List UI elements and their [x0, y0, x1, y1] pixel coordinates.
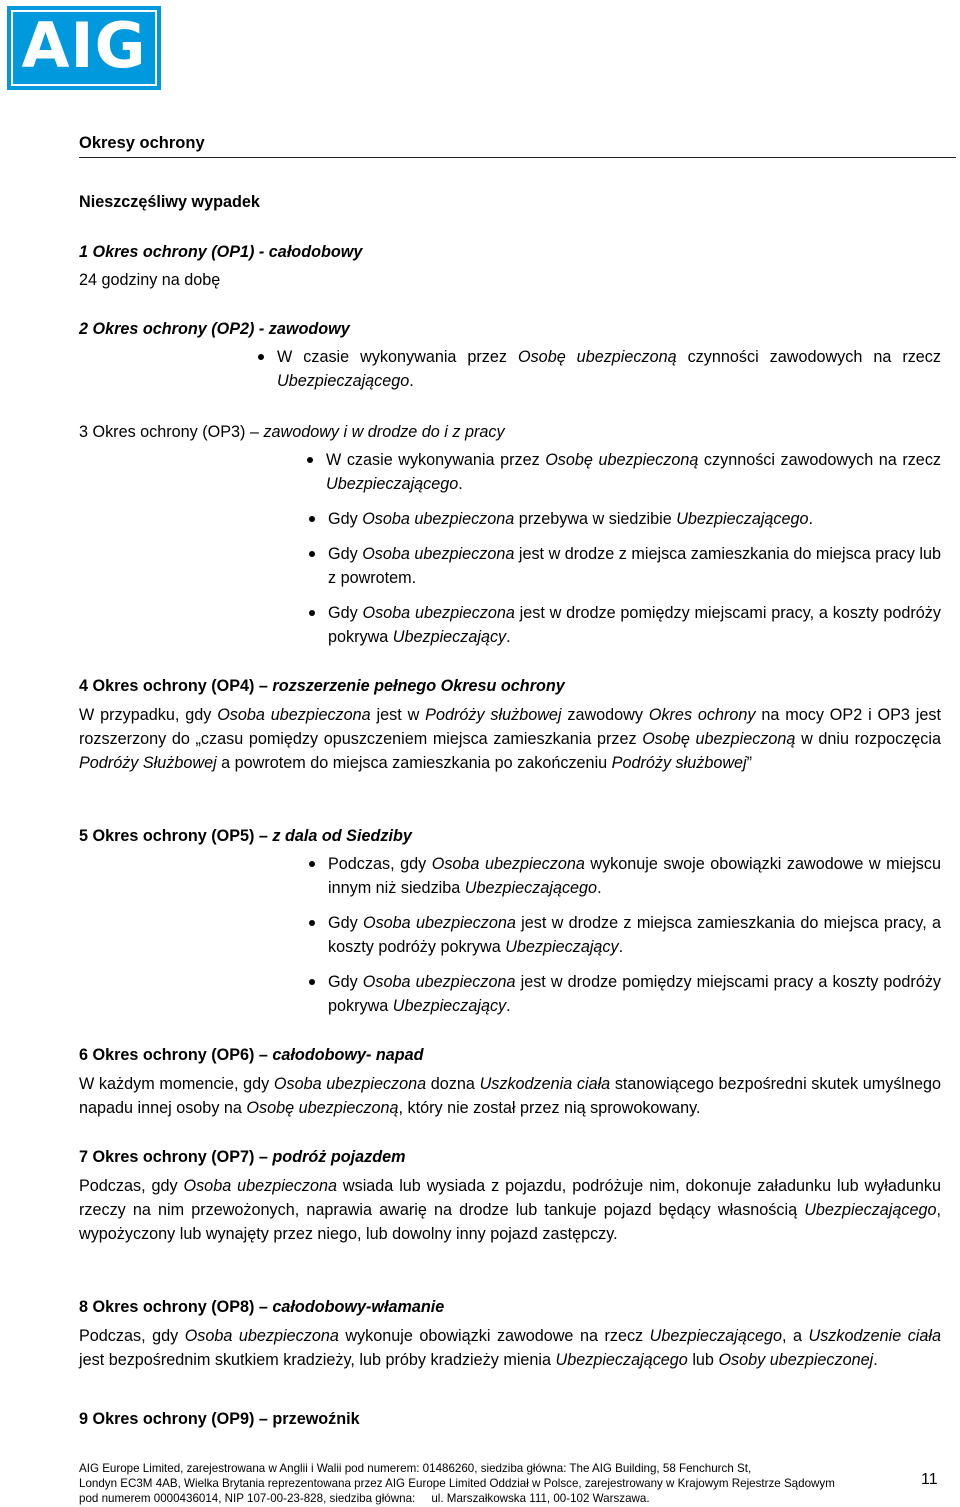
op2-bullet-1: W czasie wykonywania przez Osobę ubezpieczoną czynności zawodowych na rzecz Ubezpieczającego. [277, 345, 941, 393]
op9-heading: 9 Okres ochrony (OP9) – przewoźnik [79, 1410, 360, 1428]
op1-text: 24 godziny na dobę [79, 271, 221, 289]
footer-line-1: AIG Europe Limited, zarejestrowana w Anglii i Walii pod numerem: 01486260, siedziba główna: The AIG Building, 58 Fenchurch St, [79, 1462, 752, 1475]
op3-bullet-2: Gdy Osoba ubezpieczona przebywa w siedzibie Ubezpieczającego. [328, 507, 941, 531]
op5-heading: 5 Okres ochrony (OP5) – z dala od Siedziby [79, 827, 412, 845]
op3-bullet-4: Gdy Osoba ubezpieczona jest w drodze pomiędzy miejscami pracy, a koszty podróży pokrywa Ubezpieczający. [328, 601, 941, 649]
op6-text: W każdym momencie, gdy Osoba ubezpieczona doznа Uszkodzenia ciała stanowiącego bezpośredni skutek umyślnego napadu innej osoby na Osobę ubezpieczoną, który nie został przez nią sprowokowany. [79, 1075, 942, 1117]
logo-text: AIG [21, 9, 147, 82]
title-rule [79, 157, 956, 158]
op8-heading: 8 Okres ochrony (OP8) – całodobowy-włamanie [79, 1298, 445, 1316]
section-heading: Nieszczęśliwy wypadek [79, 193, 260, 211]
op2-heading: 2 Okres ochrony (OP2) - zawodowy [79, 320, 350, 338]
op7-text: Podczas, gdy Osoba ubezpieczona wsiada lub wysiada z pojazdu, podróżuje nim, dokonuje załadunku lub wyładunku rzeczy na nim przewożonych, naprawia awarię na drodze lub tankuje pojazd będący własnością Ubezpieczającego, wypożyczony lub wynajęty przez niego, lub dowolny inny pojazd zastępczy. [79, 1177, 941, 1243]
op3-bullet-1: W czasie wykonywania przez Osobę ubezpieczoną czynności zawodowych na rzecz Ubezpieczającego. [326, 448, 941, 496]
page-title: Okresy ochrony [79, 134, 205, 152]
op3-heading: 3 Okres ochrony (OP3) – zawodowy i w drodze do i z pracy [79, 423, 505, 441]
op4-text: W przypadku, gdy Osoba ubezpieczona jest w Podróży służbowej zawodowy Okres ochrony na mocy OP2 i OP3 jest rozszerzony do „czasu pomiędzy opuszczeniem miejsca zamieszkania przez Osobę ubezpieczoną w dniu rozpoczęcia Podróży Służbowej a powrotem do miejsca zamieszkania po zakończeniu Podróży służbowej” [79, 706, 941, 772]
aig-logo [7, 6, 161, 90]
op8-text: Podczas, gdy Osoba ubezpieczona wykonuje obowiązki zawodowe na rzecz Ubezpieczającego, a Uszkodzenie ciała jest bezpośrednim skutkiem kradzieży, lub próby kradzieży mienia Ubezpieczającego lub Osoby ubezpieczonej. [79, 1327, 941, 1369]
op7-heading: 7 Okres ochrony (OP7) – podróż pojazdem [79, 1148, 406, 1166]
op1-heading: 1 Okres ochrony (OP1) - całodobowy [79, 243, 363, 261]
page-number: 11 [921, 1471, 938, 1488]
op3-bullet-3: Gdy Osoba ubezpieczona jest w drodze z miejsca zamieszkania do miejsca pracy lub z powrotem. [328, 542, 941, 590]
footer-line-2: Londyn EC3M 4AB, Wielka Brytania reprezentowana przez AIG Europe Limited Oddział w Polsce, zarejestrowany w Krajowym Rejestrze Sądowym [79, 1477, 835, 1490]
footer [79, 1461, 919, 1506]
op5-bullet-2: Gdy Osoba ubezpieczona jest w drodze z miejsca zamieszkania do miejsca pracy, a koszty podróży pokrywa Ubezpieczający. [328, 911, 941, 959]
op6-heading: 6 Okres ochrony (OP6) – całodobowy- napad [79, 1046, 424, 1064]
op5-bullet-1: Podczas, gdy Osoba ubezpieczona wykonuje swoje obowiązki zawodowe w miejscu innym niż siedziba Ubezpieczającego. [328, 852, 941, 900]
op5-bullet-3: Gdy Osoba ubezpieczona jest w drodze pomiędzy miejscami pracy a koszty podróży pokrywa Ubezpieczający. [328, 970, 941, 1018]
footer-line-3: pod numerem 0000436014, NIP 107-00-23-828, siedziba główna: ul. Marszałkowska 111, 00-102 Warszawa. [79, 1492, 650, 1505]
op4-heading: 4 Okres ochrony (OP4) – rozszerzenie pełnego Okresu ochrony [79, 677, 565, 695]
